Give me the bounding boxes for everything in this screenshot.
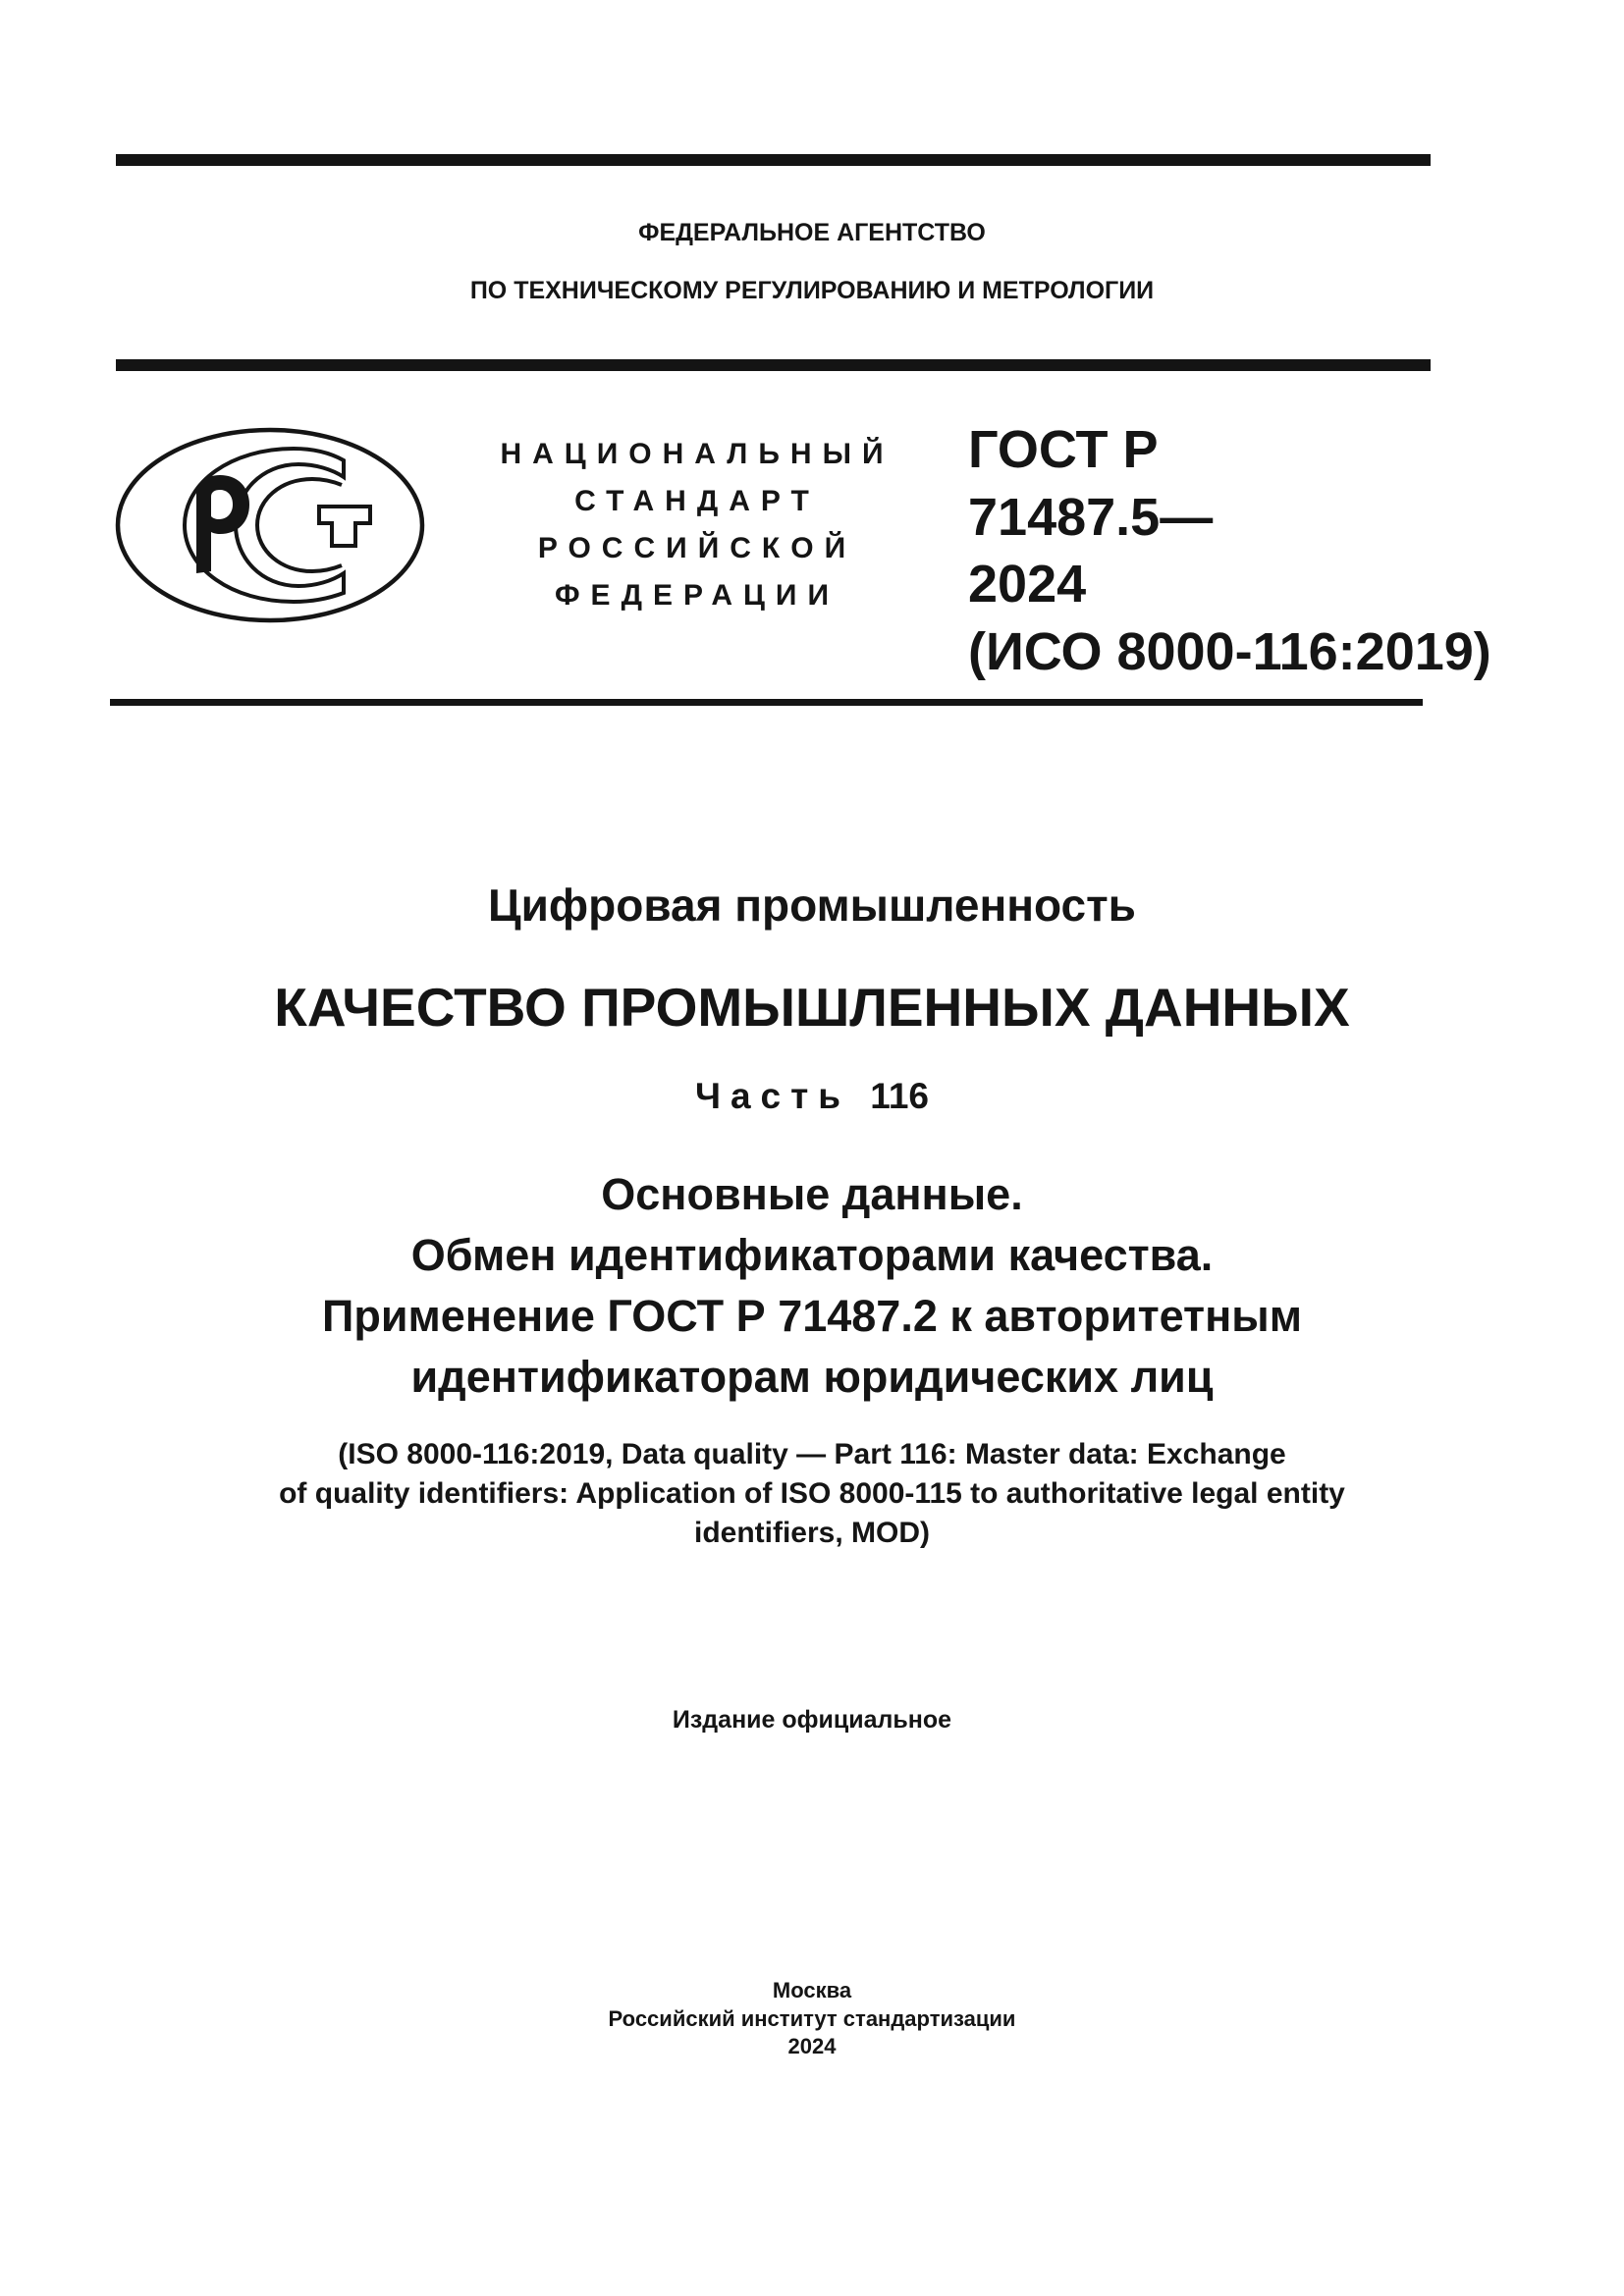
header-rule [116, 359, 1431, 371]
national-standard-line: РОССИЙСКОЙ [537, 532, 857, 564]
subtitle-line: Обмен идентификаторами качества. [410, 1230, 1214, 1280]
original-title [0, 1435, 1624, 1553]
designation-line: (ИСО 8000-116:2019) [968, 621, 1491, 681]
standard-designation [968, 416, 1491, 685]
agency-line-1: ФЕДЕРАЛЬНОЕ АГЕНТСТВО [638, 219, 986, 246]
national-standard-label [471, 431, 923, 619]
subtitle-line: Применение ГОСТ Р 71487.2 к авторитетным [322, 1291, 1302, 1341]
edition-label: Издание официальное [672, 1706, 952, 1734]
imprint-city: Москва [772, 1978, 852, 2002]
part-number: 116 [870, 1076, 929, 1116]
imprint-year: 2024 [787, 2034, 837, 2058]
designation-line: 2024 [968, 555, 1087, 614]
subtitle-line: Основные данные. [601, 1169, 1023, 1219]
designation-line: 71487.5— [968, 487, 1214, 547]
subtitle [0, 1164, 1624, 1408]
agency-line-2: ПО ТЕХНИЧЕСКОМУ РЕГУЛИРОВАНИЮ И МЕТРОЛОГИИ [469, 277, 1155, 304]
top-rule [116, 154, 1431, 166]
imprint-publisher: Российский институт стандартизации [608, 2005, 1016, 2031]
national-standard-line: ФЕДЕРАЦИИ [554, 579, 840, 612]
designation-line: ГОСТ Р [968, 420, 1159, 479]
original-title-line: of quality identifiers: Application of ISO 8000-115 to authoritative legal entity [279, 1477, 1345, 1510]
masthead-rule [110, 699, 1423, 706]
original-title-line: (ISO 8000-116:2019, Data quality — Part 116: Master data: Exchange [338, 1438, 1286, 1470]
subtitle-line: идентификаторам юридических лиц [410, 1352, 1214, 1402]
series-title: Цифровая промышленность [488, 880, 1136, 931]
part-label: Часть [694, 1076, 851, 1116]
imprint [0, 1977, 1624, 2061]
main-title: КАЧЕСТВО ПРОМЫШЛЕННЫХ ДАННЫХ [274, 977, 1350, 1038]
national-standard-line: СТАНДАРТ [574, 485, 820, 517]
original-title-line: identifiers, MOD) [693, 1517, 930, 1549]
rst-logo-icon [114, 426, 428, 627]
part-heading [0, 1076, 1624, 1117]
national-standard-line: НАЦИОНАЛЬНЫЙ [500, 438, 894, 470]
